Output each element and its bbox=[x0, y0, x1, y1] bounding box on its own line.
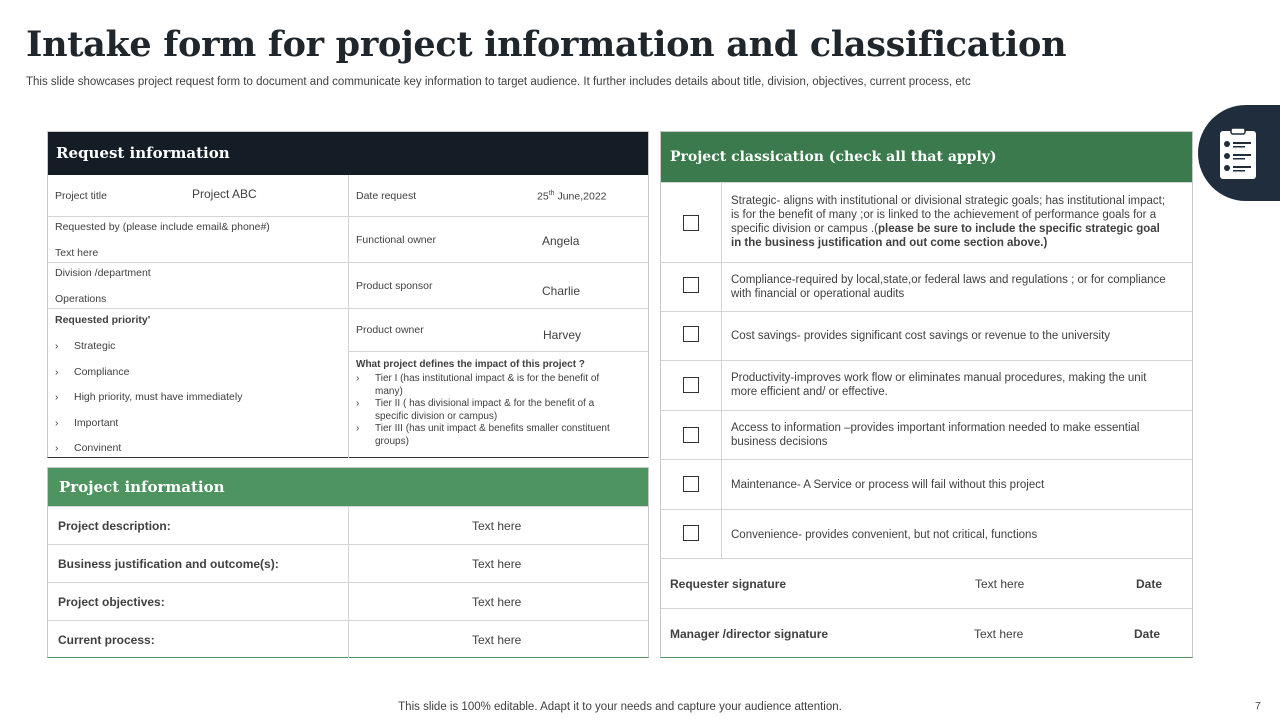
date-request-value[interactable]: 25th June,2022 bbox=[537, 190, 607, 203]
text-field[interactable]: Text here bbox=[472, 557, 522, 571]
checklist-clipboard-icon bbox=[1218, 127, 1258, 181]
table-row: Current process: Text here bbox=[48, 620, 648, 658]
classification-text: Cost savings- provides significant cost savings or revenue to the university bbox=[731, 330, 1111, 342]
tier-item: › Tier III (has unit impact & benefits smaller constituent groups) bbox=[356, 423, 610, 447]
classification-row bbox=[661, 509, 1192, 558]
product-sponsor-label: Product sponsor bbox=[356, 280, 433, 292]
checkbox[interactable] bbox=[683, 215, 699, 231]
classification-row bbox=[661, 360, 1192, 410]
classification-text: Productivity-improves work flow or eliminates manual procedures, making the unit more efficient and/ or effective. bbox=[731, 372, 1147, 398]
request-information-panel bbox=[47, 131, 649, 458]
page-number: 7 bbox=[1255, 700, 1261, 712]
date-request-label: Date request bbox=[356, 190, 417, 202]
table-row: Business justification and outcome(s): Text here bbox=[48, 544, 648, 582]
classification-text: Strategic- aligns with institutional or divisional strategic goals; has institutional impact; is for the benefit of many ;or is linked to the achievement of performance goals for a specific division or campus .(please be sure to include the specific strategic goal in the business justification and out come section above.) bbox=[731, 195, 1166, 249]
priority-item[interactable]: › Convinent bbox=[55, 442, 122, 454]
text-field[interactable]: Text here bbox=[472, 595, 522, 609]
classification-text: Compliance-required by local,state,or federal laws and regulations ; or for compliance with financial or operational audits bbox=[731, 274, 1166, 300]
product-owner-label: Product owner bbox=[356, 324, 424, 336]
text-field[interactable]: Text here bbox=[472, 633, 522, 647]
text-field[interactable]: Text here bbox=[472, 519, 522, 533]
footer-note: This slide is 100% editable. Adapt it to your needs and capture your audience attention. bbox=[398, 701, 842, 713]
priority-item[interactable]: › Compliance bbox=[55, 366, 130, 378]
chevron-right-icon: › bbox=[55, 418, 59, 429]
table-row: Project description: Text here bbox=[48, 506, 648, 544]
classification-text: Maintenance- A Service or process will fail without this project bbox=[731, 479, 1045, 491]
requested-by-value[interactable]: Text here bbox=[55, 247, 99, 259]
product-sponsor-value[interactable]: Charlie bbox=[542, 284, 581, 298]
classification-row bbox=[661, 410, 1192, 459]
manager-signature-field[interactable]: Text here bbox=[974, 627, 1024, 641]
priority-item[interactable]: › Strategic bbox=[55, 340, 116, 352]
impact-question: What project defines the impact of this project ? bbox=[356, 359, 585, 370]
project-title-label: Project title bbox=[55, 190, 107, 202]
project-classification-panel bbox=[660, 131, 1193, 658]
classification-row bbox=[661, 182, 1192, 262]
signature-row bbox=[661, 558, 1192, 608]
tier-item: › Tier II ( has divisional impact & for the benefit of a specific division or campus) bbox=[356, 398, 595, 422]
request-information-heading: Request information bbox=[48, 132, 648, 175]
project-classification-heading: Project classication (check all that apply) bbox=[661, 132, 1192, 182]
classification-text: Access to information –provides important information needed to make essential business decisions bbox=[731, 422, 1140, 448]
checkbox[interactable] bbox=[683, 326, 699, 342]
product-owner-value[interactable]: Harvey bbox=[543, 328, 582, 342]
functional-owner-label: Functional owner bbox=[356, 234, 436, 246]
checkbox[interactable] bbox=[683, 427, 699, 443]
classification-row bbox=[661, 262, 1192, 311]
division-value[interactable]: Operations bbox=[55, 293, 107, 305]
classification-text: Convenience- provides convenient, but not critical, functions bbox=[731, 529, 1038, 541]
manager-date-field[interactable]: Date bbox=[1134, 627, 1161, 641]
requester-signature-field[interactable]: Text here bbox=[975, 577, 1025, 591]
checkbox[interactable] bbox=[683, 476, 699, 492]
chevron-right-icon: › bbox=[55, 392, 59, 403]
classification-row bbox=[661, 459, 1192, 509]
priority-item[interactable]: › Important bbox=[55, 417, 119, 429]
project-information-panel bbox=[47, 467, 649, 658]
requester-signature-label: Requester signature bbox=[670, 577, 787, 591]
manager-signature-label: Manager /director signature bbox=[670, 627, 829, 641]
chevron-right-icon: › bbox=[55, 443, 59, 454]
division-label: Division /department bbox=[55, 267, 151, 279]
checkbox[interactable] bbox=[683, 377, 699, 393]
requested-priority-label: Requested priority' bbox=[55, 314, 151, 326]
classification-row bbox=[661, 311, 1192, 360]
requested-by-label: Requested by (please include email& phone#) bbox=[55, 221, 270, 233]
tier-item: › Tier I (has institutional impact & is for the benefit of many) bbox=[356, 373, 600, 397]
chevron-right-icon: › bbox=[55, 367, 59, 378]
functional-owner-value[interactable]: Angela bbox=[542, 234, 580, 248]
priority-item[interactable]: › High priority, must have immediately bbox=[55, 391, 243, 403]
signature-row bbox=[661, 608, 1192, 657]
project-information-heading: Project information bbox=[48, 468, 648, 506]
checkbox[interactable] bbox=[683, 525, 699, 541]
slide-subtitle: This slide showcases project request form to document and communicate key information to target audience. It further includes details about title, division, objectives, current process, etc bbox=[26, 76, 971, 88]
table-row: Project objectives: Text here bbox=[48, 582, 648, 620]
chevron-right-icon: › bbox=[55, 341, 59, 352]
slide-title: Intake form for project information and classification bbox=[26, 24, 1067, 65]
requester-date-field[interactable]: Date bbox=[1136, 577, 1163, 591]
checkbox[interactable] bbox=[683, 277, 699, 293]
checklist-badge bbox=[1198, 105, 1280, 201]
project-title-value[interactable]: Project ABC bbox=[192, 187, 257, 201]
